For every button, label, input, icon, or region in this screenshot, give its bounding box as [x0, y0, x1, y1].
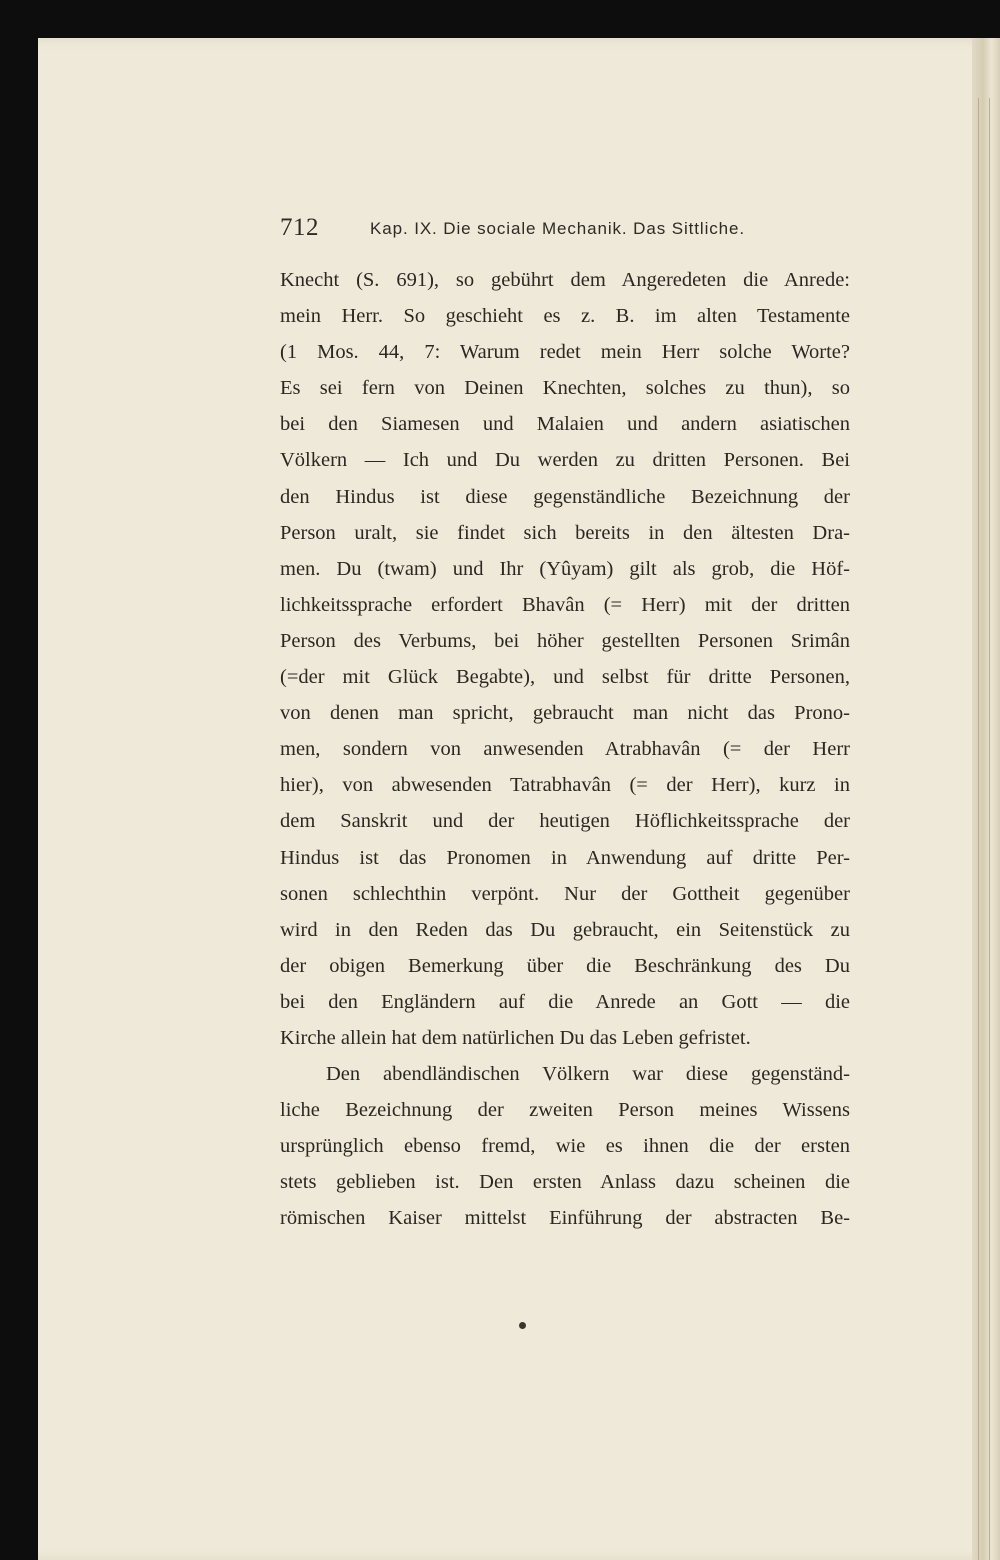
text-line: bei den Engländern auf die Anrede an Gott — die: [280, 990, 850, 1013]
text-line: römischen Kaiser mittelst Einführung der abstracten Be-: [280, 1207, 850, 1230]
paragraph-end-line: Kirche allein hat dem natürlichen Du das Leben gefristet.: [280, 1026, 751, 1049]
text-line: hier), von abwesenden Tatrabhavân (= der Herr), kurz in: [280, 774, 850, 797]
text-line: wird in den Reden das Du gebraucht, ein Seitenstück zu: [280, 918, 850, 941]
text-line: liche Bezeichnung der zweiten Person meines Wissens: [280, 1099, 850, 1122]
text-line: mein Herr. So geschieht es z. B. im alten Testamente: [280, 305, 850, 328]
text-line: stets geblieben ist. Den ersten Anlass dazu scheinen die: [280, 1171, 850, 1194]
text-line: von denen man spricht, gebraucht man nicht das Prono-: [280, 702, 850, 725]
text-line: Knecht (S. 691), so gebührt dem Angeredeten die Anrede:: [280, 269, 850, 291]
text-line: Es sei fern von Deinen Knechten, solches zu thun), so: [280, 377, 850, 400]
text-line: der obigen Bemerkung über die Beschränkung des Du: [280, 954, 850, 977]
ink-dot-mark: [519, 1322, 526, 1329]
page-edge-line: [978, 98, 979, 1560]
text-line: men, sondern von anwesenden Atrabhavân (= der Herr: [280, 738, 850, 761]
text-line: Völkern — Ich und Du werden zu dritten Personen. Bei: [280, 449, 850, 472]
text-line: (1 Mos. 44, 7: Warum redet mein Herr solche Worte?: [280, 341, 850, 364]
page-number: 712: [280, 214, 319, 241]
text-line: Hindus ist das Pronomen in Anwendung auf dritte Per-: [280, 846, 850, 869]
text-line: ursprünglich ebenso fremd, wie es ihnen die der ersten: [280, 1135, 850, 1158]
text-line: (=der mit Glück Begabte), und selbst für dritte Personen,: [280, 666, 850, 689]
body-text: [280, 262, 850, 1237]
page-edge: [972, 38, 1000, 1560]
text-line: bei den Siamesen und Malaien und andern asiatischen: [280, 413, 850, 436]
paragraph-start-line: Den abendländischen Völkern war diese gegenständ-: [326, 1063, 850, 1086]
page-edge-line: [989, 98, 990, 1560]
text-line: Person des Verbums, bei höher gestellten Personen Srimân: [280, 629, 850, 652]
text-line: sonen schlechthin verpönt. Nur der Gottheit gegenüber: [280, 882, 850, 905]
text-line: dem Sanskrit und der heutigen Höflichkeitssprache der: [280, 810, 850, 833]
running-head: [280, 212, 855, 246]
text-line: men. Du (twam) und Ihr (Yûyam) gilt als grob, die Höf-: [280, 557, 850, 580]
text-line: lichkeitssprache erfordert Bhavân (= Herr) mit der dritten: [280, 593, 850, 616]
text-line: Person uralt, sie findet sich bereits in den ältesten Dra-: [280, 521, 850, 544]
chapter-title: Kap. IX. Die sociale Mechanik. Das Sittliche.: [370, 219, 745, 238]
text-line: den Hindus ist diese gegenständliche Bezeichnung der: [280, 485, 850, 508]
